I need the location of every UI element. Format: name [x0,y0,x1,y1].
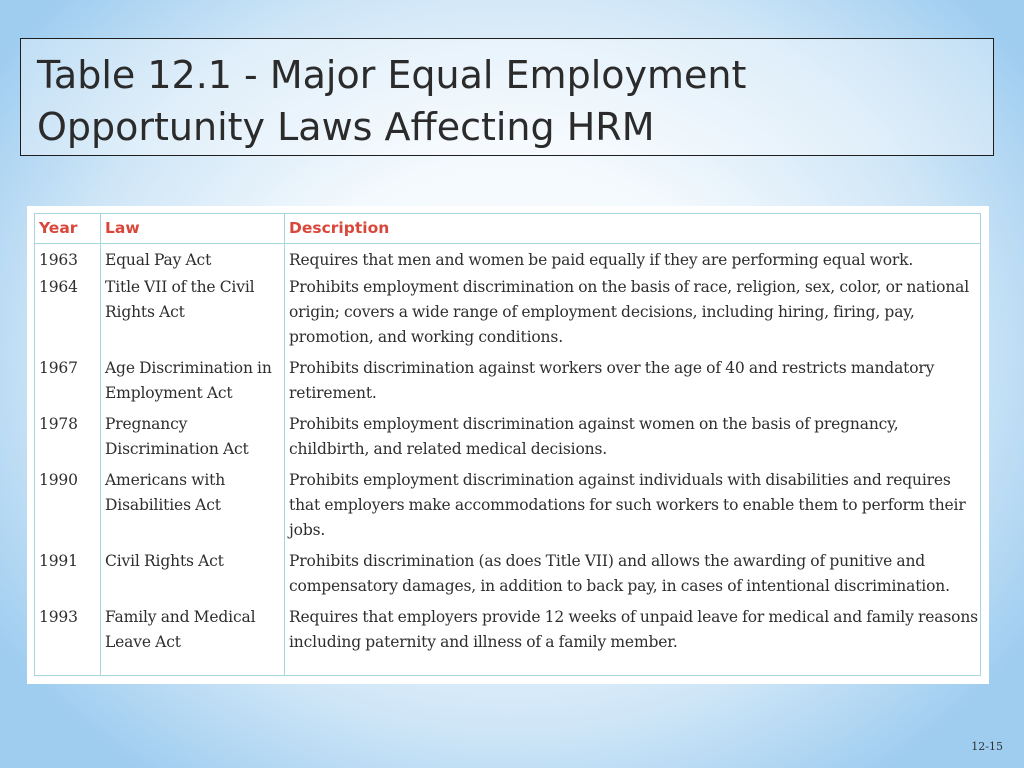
description-cell: Prohibits employment discrimination against women on the basis of pregnancy, childbirth, and related medical decisions. [285,410,981,466]
table-row [35,410,981,466]
table-row [35,466,981,547]
description-cell: Prohibits discrimination against workers over the age of 40 and restricts mandatory retirement. [285,354,981,410]
column-header-law: Law [101,214,285,244]
table-row [35,244,981,274]
year-cell: 1967 [35,354,101,410]
law-cell: Title VII of the Civil Rights Act [101,273,285,354]
law-cell: Age Discrimination in Employment Act [101,354,285,410]
year-cell: 1993 [35,603,101,676]
slide-title-line-2: Opportunity Laws Affecting HRM [37,105,655,149]
description-cell: Prohibits discrimination (as does Title VII) and allows the awarding of punitive and compensatory damages, in addition to back pay, in cases of intentional discrimination. [285,547,981,603]
year-cell: 1990 [35,466,101,547]
table-card [27,206,989,684]
slide-title-line-1: Table 12.1 - Major Equal Employment [37,53,747,97]
title-box [20,38,994,156]
year-cell: 1991 [35,547,101,603]
year-cell: 1964 [35,273,101,354]
law-cell: Equal Pay Act [101,244,285,274]
page-number: 12-15 [971,740,1003,753]
description-cell: Requires that employers provide 12 weeks of unpaid leave for medical and family reasons including paternity and illness of a family member. [285,603,981,676]
eeo-laws-table [34,213,981,676]
column-header-description: Description [285,214,981,244]
table-row [35,273,981,354]
law-cell: Americans with Disabilities Act [101,466,285,547]
law-cell: Pregnancy Discrimination Act [101,410,285,466]
description-cell: Prohibits employment discrimination against individuals with disabilities and requires that employers make accommodations for such workers to enable them to perform their jobs. [285,466,981,547]
year-cell: 1963 [35,244,101,274]
table-row [35,603,981,676]
description-cell: Requires that men and women be paid equally if they are performing equal work. [285,244,981,274]
table-row [35,547,981,603]
law-cell: Family and Medical Leave Act [101,603,285,676]
slide-title [37,49,746,153]
description-cell: Prohibits employment discrimination on the basis of race, religion, sex, color, or national origin; covers a wide range of employment decisions, including hiring, firing, pay, promotion, and working conditions. [285,273,981,354]
table-header-row [35,214,981,244]
table-row [35,354,981,410]
column-header-year: Year [35,214,101,244]
year-cell: 1978 [35,410,101,466]
law-cell: Civil Rights Act [101,547,285,603]
